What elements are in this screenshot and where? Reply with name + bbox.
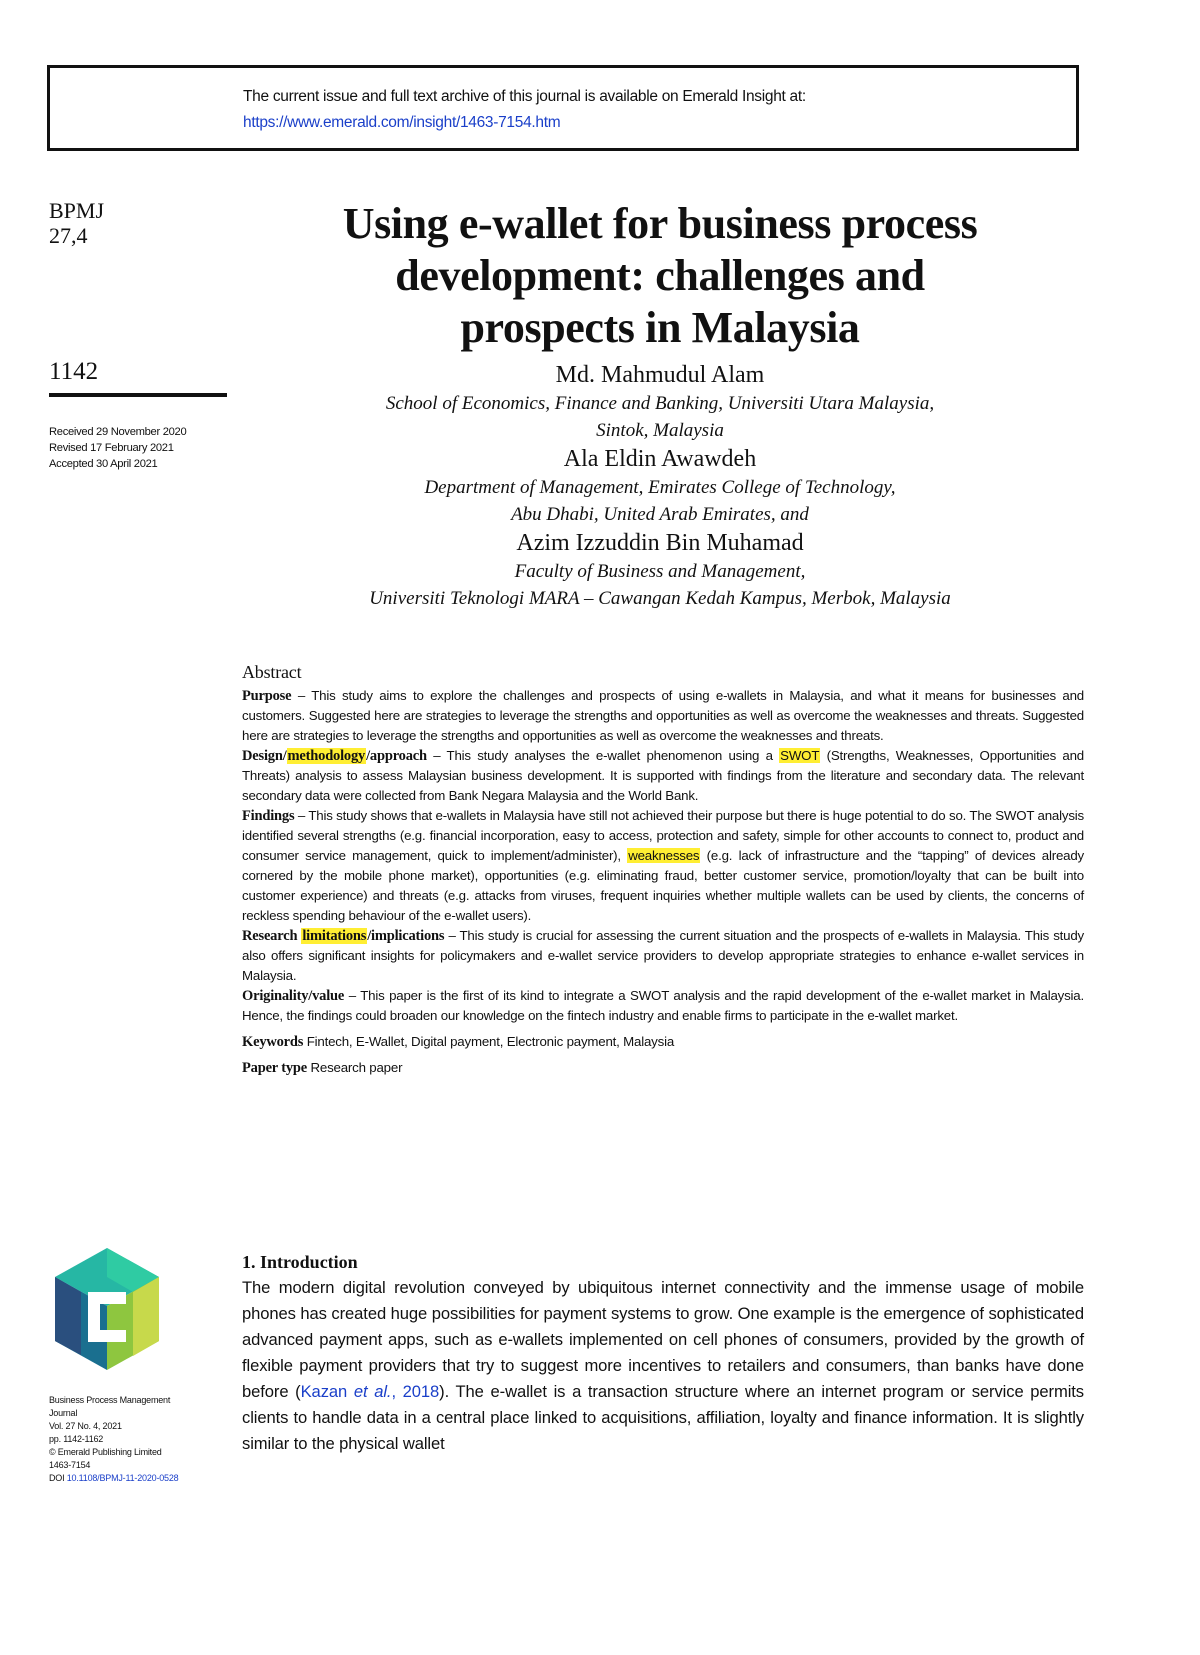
- author-affiliation: School of Economics, Finance and Banking, Universiti Utara Malaysia,: [385, 393, 935, 414]
- journal-archive-notice: [47, 65, 1079, 151]
- emerald-publishing-logo-icon: [52, 1246, 162, 1372]
- author-affiliation: Abu Dhabi, United Arab Emirates, and: [511, 504, 809, 525]
- abstract-purpose: [242, 686, 1084, 746]
- author-block: [232, 360, 1088, 444]
- introduction-section: [242, 1252, 1084, 1457]
- issn: 1463-7154: [49, 1460, 91, 1470]
- doi: [49, 1472, 178, 1485]
- author-affiliation: Faculty of Business and Management,: [514, 561, 806, 582]
- author-name: Ala Eldin Awawdeh: [563, 446, 757, 472]
- introduction-paragraph: [242, 1275, 1084, 1457]
- abstract-originality: [242, 986, 1084, 1026]
- page-range: pp. 1142-1162: [49, 1434, 104, 1444]
- revised-date: Revised 17 February 2021: [49, 442, 174, 454]
- abstract-research: [242, 926, 1084, 986]
- page-number: 1142: [49, 358, 99, 385]
- design-text: (Strengths, Weaknesses, Opportunities and Threats) analysis to assess Malaysian business development. It is supported with findings from the literature and secondary data. The relevant secondary data were collected from Bank Negara Malaysia and the World Bank.: [242, 748, 1084, 803]
- volume-info: Vol. 27 No. 4, 2021: [49, 1421, 122, 1431]
- title-line-3: prospects in Malaysia: [460, 303, 860, 352]
- author-affiliation: Department of Management, Emirates College of Technology,: [424, 477, 896, 498]
- page-number-rule: [49, 393, 227, 397]
- paper-type: [242, 1058, 1084, 1078]
- author-list: [232, 360, 1088, 612]
- author-affiliation: Sintok, Malaysia: [596, 420, 724, 441]
- paper-type-label: Paper type: [242, 1060, 307, 1076]
- citation-author: Kazan: [300, 1382, 348, 1401]
- purpose-label: Purpose: [242, 688, 292, 704]
- archive-notice-text: The current issue and full text archive of this journal is available on Emerald Insight at:: [243, 88, 806, 105]
- highlight: weaknesses: [628, 848, 700, 863]
- title-line-1: Using e-wallet for business process: [342, 199, 978, 248]
- citation-link[interactable]: [301, 1382, 440, 1401]
- abstract-findings: [242, 806, 1084, 926]
- doi-link[interactable]: 10.1108/BPMJ-11-2020-0528: [66, 1473, 179, 1483]
- volume-issue: 27,4: [49, 223, 88, 248]
- design-label-part: /approach: [366, 748, 427, 764]
- findings-label: Findings: [242, 808, 295, 824]
- author-block: [232, 444, 1088, 528]
- journal-name: Business Process Management: [49, 1395, 171, 1405]
- author-block: [232, 528, 1088, 612]
- intro-text: The modern digital revolution conveyed by ubiquitous internet connectivity and the immense usage of mobile phones has created huge possibilities for payment systems to grow. One example is the emergence of sophisticated advanced payment apps, such as e-wallets implemented on cell phones of consumers, provided by the growth of flexible payment providers that try to suggest more incentives to retailers and consumers, than banks have done before (: [242, 1278, 1084, 1401]
- journal-name: Journal: [49, 1408, 78, 1418]
- publication-metadata: [49, 1394, 178, 1485]
- accepted-date: Accepted 30 April 2021: [49, 458, 158, 470]
- design-text: – This study analyses the e-wallet phenomenon using a: [426, 748, 780, 763]
- journal-abbr: BPMJ: [49, 198, 105, 223]
- paper-type-text: Research paper: [307, 1060, 403, 1075]
- keywords-label: Keywords: [242, 1034, 304, 1050]
- received-date: Received 29 November 2020: [49, 426, 187, 438]
- abstract-section: [242, 662, 1084, 1078]
- keywords: [242, 1032, 1084, 1052]
- highlight: methodology: [287, 748, 366, 764]
- title-line-2: development: challenges and: [395, 251, 925, 300]
- intro-text: ). The e-wallet is a transaction structure where an internet program or service permits clients to handle data in a central place linked to acquisitions, affiliation, loyalty and finance information. It is slightly similar to the physical wallet: [242, 1382, 1084, 1453]
- purpose-text: – This study aims to explore the challenges and prospects of using e-wallets in Malaysia, and what it means for businesses and customers. Suggested here are strategies to leverage the strengths and opportunities as well as overcome the weaknesses and threats. Suggested here are strategies to leverage the strengths and opportunities as well as overcome the weaknesses and threats.: [242, 688, 1084, 743]
- research-label-part: /implications: [367, 928, 445, 944]
- section-heading: 1. Introduction: [242, 1252, 358, 1272]
- author-name: Azim Izzuddin Bin Muhamad: [516, 530, 804, 556]
- research-label-part: Research: [242, 928, 302, 944]
- abstract-design: [242, 746, 1084, 806]
- abstract-heading: Abstract: [242, 662, 302, 682]
- archive-link[interactable]: https://www.emerald.com/insight/1463-7154.htm: [243, 114, 561, 131]
- originality-text: – This paper is the first of its kind to integrate a SWOT analysis and the rapid development of the e-wallet market in Malaysia. Hence, the findings could broaden our knowledge on the fintech industry and enable firms to participate in the e-wallet market.: [242, 988, 1084, 1023]
- article-title: [232, 198, 1088, 354]
- research-text: – This study is crucial for assessing the current situation and the prospects of e-wallets in Malaysia. This study also offers significant insights for policymakers and e-wallet service providers to develop appropriate strategies to enhance e-wallet services in Malaysia.: [242, 928, 1084, 983]
- doi-label: DOI: [49, 1473, 65, 1483]
- author-name: Md. Mahmudul Alam: [555, 362, 765, 388]
- highlight: SWOT: [780, 748, 820, 763]
- citation-etal: et al.: [347, 1382, 392, 1401]
- keywords-text: Fintech, E-Wallet, Digital payment, Electronic payment, Malaysia: [303, 1034, 675, 1049]
- journal-volume-block: [49, 198, 104, 248]
- design-label: [242, 748, 427, 764]
- findings-text: – This study shows that e-wallets in Malaysia have still not achieved their purpose but there is huge potential to do so. The SWOT analysis identified several strengths (e.g. financial incorporation, easy to access, protection and safety, simple for other accounts to connect to, product and consumer service management, quick to implement/administer),: [242, 808, 1084, 863]
- design-label-part: Design/: [242, 748, 287, 764]
- originality-label: Originality/value: [242, 988, 345, 1004]
- highlight: limitations: [302, 928, 367, 944]
- citation-year: , 2018: [391, 1382, 440, 1401]
- research-label: [242, 928, 444, 944]
- author-affiliation: Universiti Teknologi MARA – Cawangan Kedah Kampus, Merbok, Malaysia: [369, 588, 951, 609]
- findings-text: (e.g. lack of infrastructure and the “tapping” of devices already cornered by the mobile phone market), opportunities (e.g. eliminating fraud, better customer service, promotion/loyalty that can be built into customer experience) and threats (e.g. attacks from viruses, frequent inquiries whether multiple wallets can be used by clients, the concerns of reckless spending behaviour of the e-wallet users).: [242, 848, 1084, 923]
- submission-dates: [49, 424, 186, 472]
- publisher: © Emerald Publishing Limited: [49, 1447, 162, 1457]
